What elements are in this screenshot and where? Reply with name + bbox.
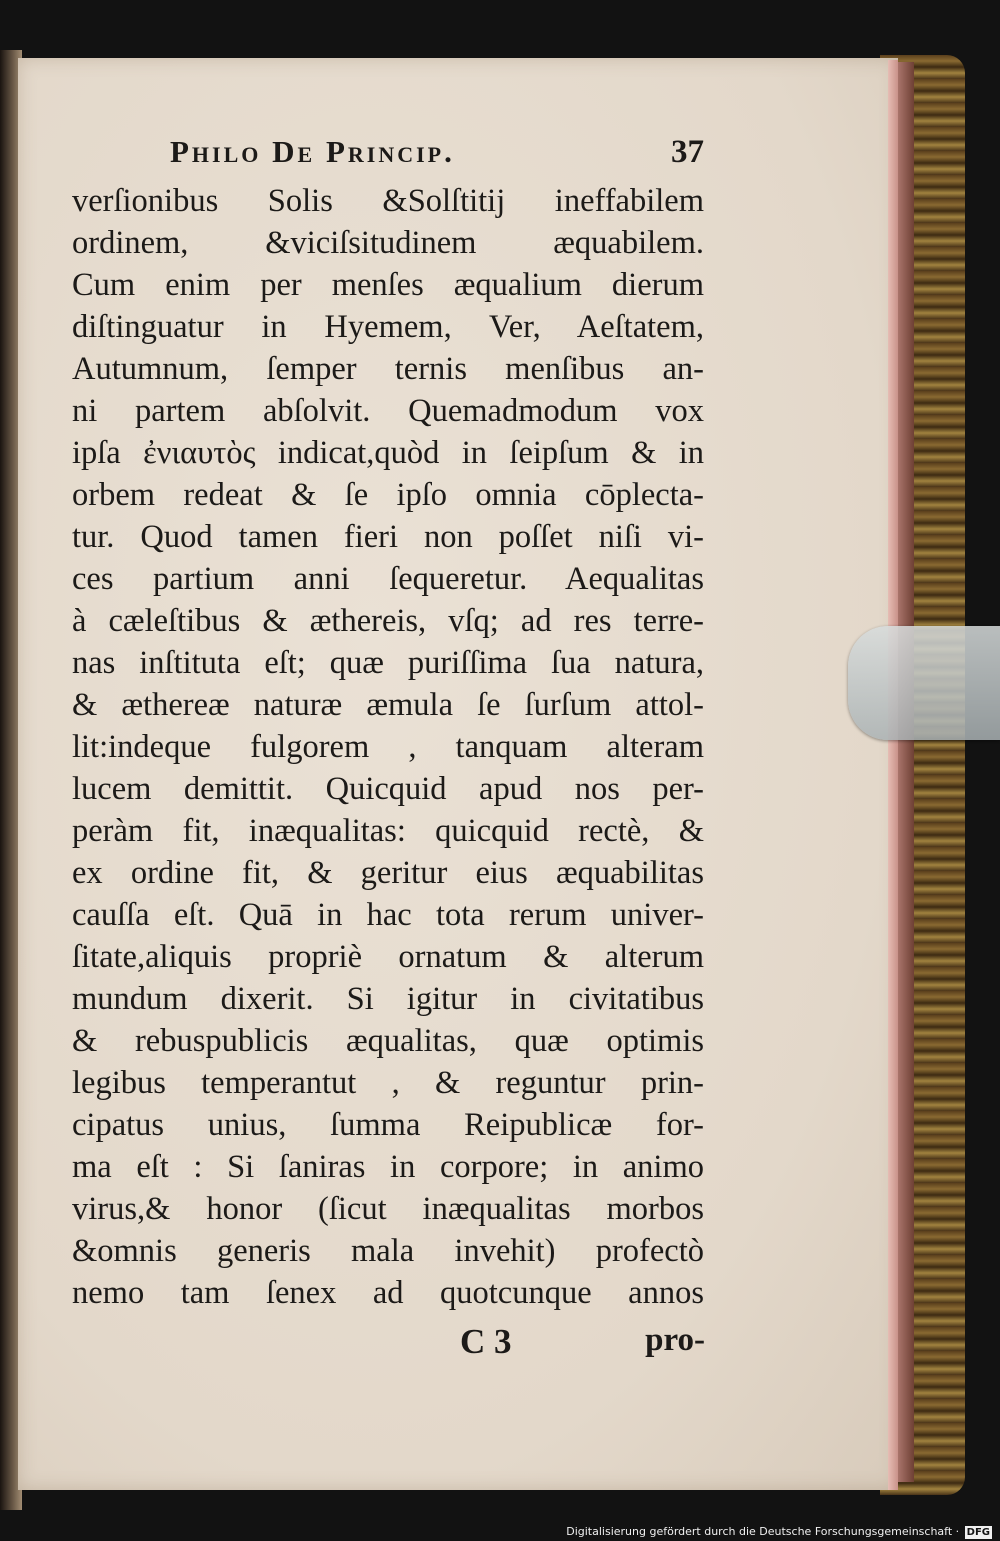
credit-text: Digitalisierung gefördert durch die Deutsche Forschungsgemeinschaft · [566,1525,960,1538]
text-line: mundum dixerit. Si igitur in civitatibus [72,981,704,1017]
text-line: ex ordine fit, & geritur eius æquabilitas [72,855,704,891]
body-text [72,180,704,1314]
text-line: ces partium anni ſequeretur. Aequalitas [72,561,704,597]
signature-mark: C 3 [460,1322,512,1361]
text-line: & æthereæ naturæ æmula ſe ſurſum attol- [72,687,704,723]
text-line: Cum enim per menſes æqualium dierum [72,267,704,303]
text-line: nas inſtituta eſt; quæ puriſſima ſua natura, [72,645,704,681]
page-number: 37 [671,134,704,170]
page-header [170,134,710,180]
text-line: virus,& honor (ſicut inæqualitas morbos [72,1191,704,1227]
text-line: ſitate,aliquis propriè ornatum & alterum [72,939,704,975]
text-line: Autumnum, ſemper ternis menſibus an- [72,351,704,387]
text-line: nemo tam ſenex ad quotcunque annos [72,1275,704,1311]
text-line: ma eſt : Si ſaniras in corpore; in animo [72,1149,704,1185]
text-line: cipatus unius, ſumma Reipublicæ for- [72,1107,704,1143]
text-line: orbem redeat & ſe ipſo omnia cōplecta- [72,477,704,513]
text-line: &omnis generis mala invehit) profectò [72,1233,704,1269]
text-line: lucem demittit. Quicquid apud nos per- [72,771,704,807]
text-line: diſtinguatur in Hyemem, Ver, Aeſtatem, [72,309,704,345]
text-line: lit:indeque fulgorem , tanquam alteram [72,729,704,765]
page-footer [460,1322,705,1370]
digitization-credit [566,1524,992,1540]
dfg-logo-icon: DFG [966,1527,990,1538]
catchword: pro- [645,1322,705,1358]
text-line: ordinem, &viciſsitudinem æquabilem. [72,225,704,261]
text-line: legibus temperantut , & reguntur prin- [72,1065,704,1101]
text-line: ni partem abſolvit. Quemadmodum vox [72,393,704,429]
page-tab-marker [848,626,1000,740]
page-edge [888,60,898,1490]
text-line: cauſſa eſt. Quā in hac tota rerum univer- [72,897,704,933]
text-line: tur. Quod tamen fieri non poſſet niſi vi- [72,519,704,555]
text-line: verſionibus Solis &Solſtitij ineffabilem [72,183,704,219]
running-title: Philo De Princip. [170,134,455,169]
text-line: peràm fit, inæqualitas: quicquid rectè, & [72,813,704,849]
text-line: & rebuspublicis æqualitas, quæ optimis [72,1023,704,1059]
text-line: ipſa ἐνιαυτὸς indicat,quòd in ſeipſum & in [72,435,704,471]
text-line: à cæleſtibus & æthereis, vſq; ad res terre- [72,603,704,639]
